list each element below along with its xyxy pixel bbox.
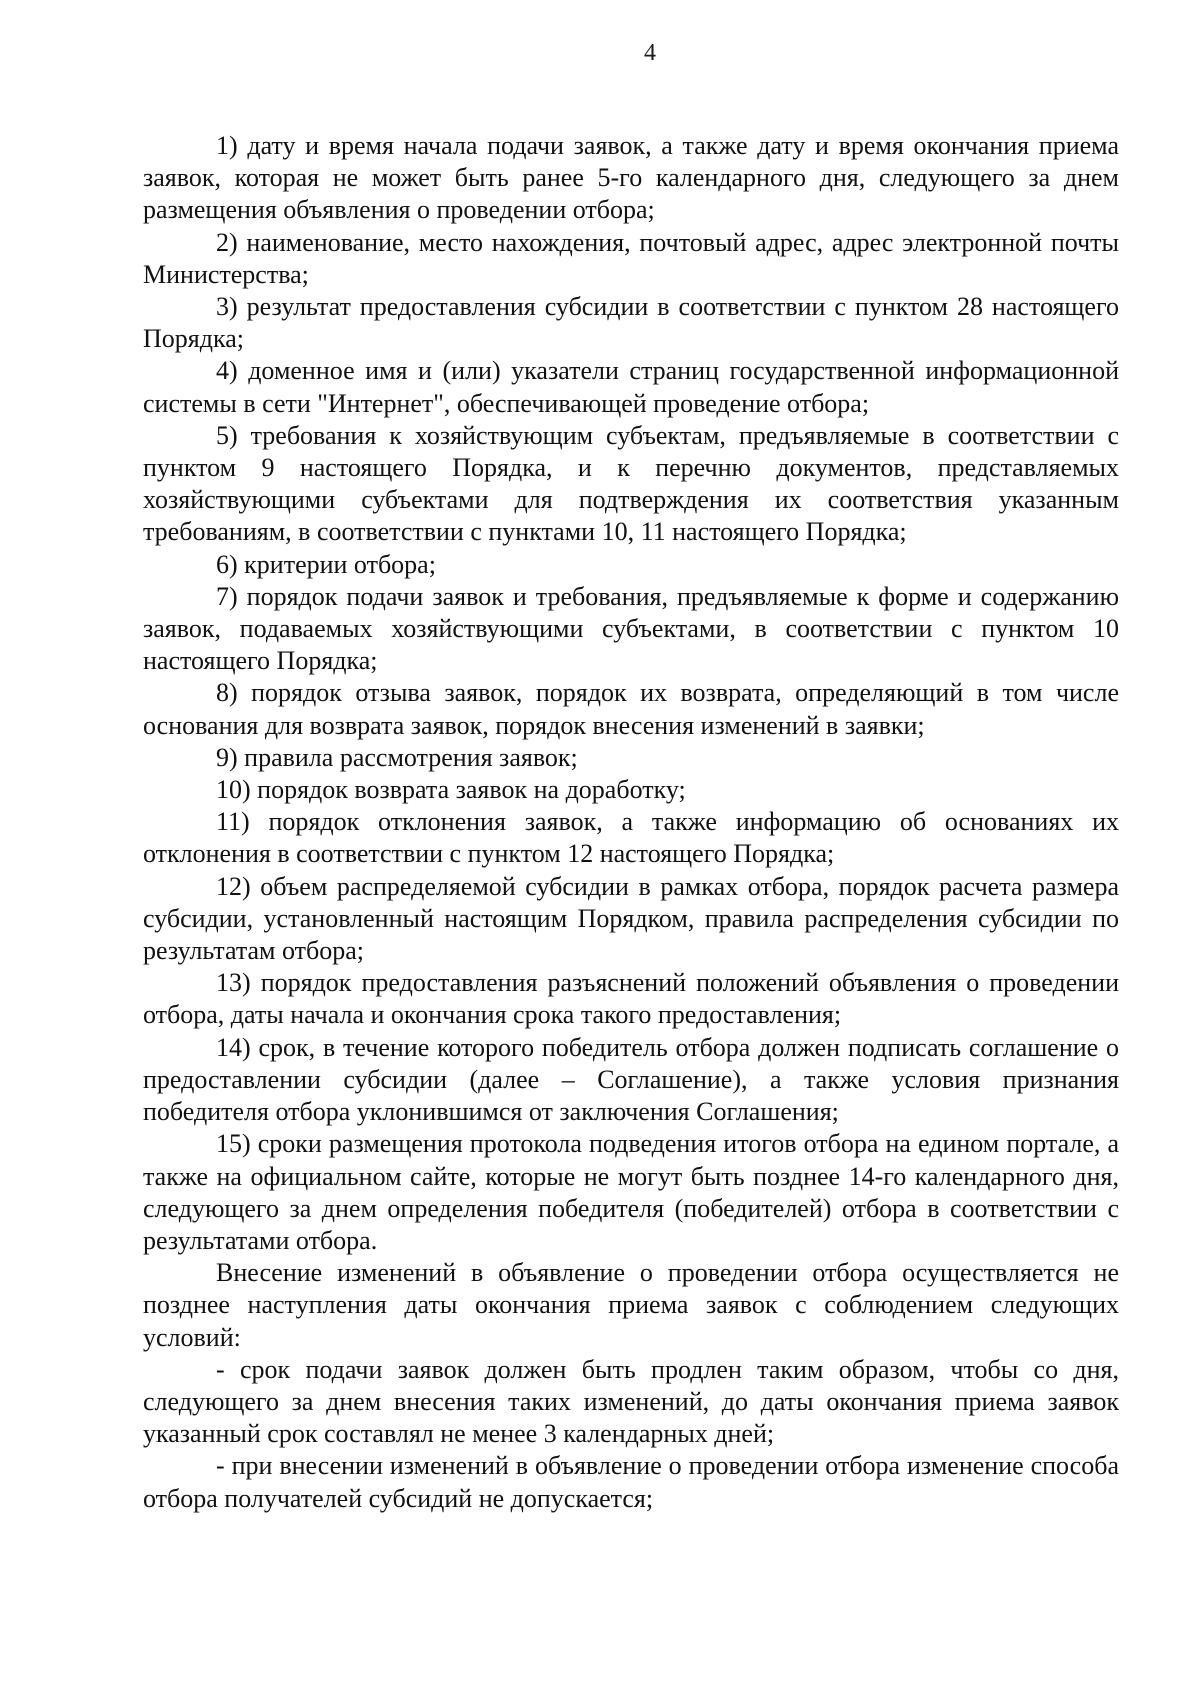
paragraph-item-1: 1) дату и время начала подачи заявок, а также дату и время окончания приема заявок, которая не может быть ранее 5-го календарного дня, следующего за днем размещения объявления о проведении отбора; (143, 131, 1119, 225)
paragraph-item-7: 7) порядок подачи заявок и требования, предъявляемые к форме и содержанию заявок, подаваемых хозяйствующими субъектами, в соответствии с пунктом 10 настоящего Порядка; (143, 581, 1119, 676)
page-number: 4 (644, 40, 656, 66)
paragraph-item-8: 8) порядок отзыва заявок, порядок их возврата, определяющий в том числе основания для возврата заявок, порядок внесения изменений в заявки; (143, 678, 1119, 740)
paragraph-item-6: 6) критерии отбора; (216, 549, 436, 579)
paragraph-condition-deadline: - срок подачи заявок должен быть продлен таким образом, чтобы со дня, следующего за днем внесения таких изменений, до даты окончания приема заявок указанный срок составлял не менее 3 календарных дней; (143, 1354, 1119, 1449)
paragraph-item-13: 13) порядок предоставления разъяснений положений объявления о проведении отбора, даты начала и окончания срока такого предоставления; (143, 968, 1119, 1030)
paragraph-item-2: 2) наименование, место нахождения, почтовый адрес, адрес электронной почты Министерства; (143, 227, 1119, 289)
document-body (143, 130, 1119, 1515)
paragraph-item-12: 12) объем распределяемой субсидии в рамках отбора, порядок расчета размера субсидии, установленный настоящим Порядком, правила распределения субсидии по результатам отбора; (143, 871, 1119, 966)
paragraph-item-5: 5) требования к хозяйствующим субъектам, предъявляемые в соответствии с пунктом 9 настоящего Порядка, и к перечню документов, представляемых хозяйствующими субъектами для подтверждения их соответствия указанным требованиям, в соответствии с пунктами 10, 11 настоящего Порядка; (143, 420, 1119, 547)
paragraph-item-4: 4) доменное имя и (или) указатели страниц государственной информационной системы в сети "Интернет", обеспечивающей проведение отбора; (143, 356, 1119, 418)
paragraph-item-15: 15) сроки размещения протокола подведения итогов отбора на едином портале, а также на официальном сайте, которые не могут быть позднее 14-го календарного дня, следующего за днем определения победителя (победителей) отбора в соответствии с результатами отбора. (143, 1129, 1119, 1255)
paragraph-item-10: 10) порядок возврата заявок на доработку; (216, 775, 686, 805)
paragraph-item-11: 11) порядок отклонения заявок, а также информацию об основаниях их отклонения в соответствии с пунктом 12 настоящего Порядка; (143, 807, 1119, 869)
paragraph-condition-method: - при внесении изменений в объявление о проведении отбора изменение способа отбора получателей субсидий не допускается; (143, 1451, 1119, 1513)
paragraph-amendments-intro: Внесение изменений в объявление о проведении отбора осуществляется не позднее наступления даты окончания приема заявок с соблюдением следующих условий: (143, 1258, 1119, 1352)
paragraph-item-3: 3) результат предоставления субсидии в соответствии с пунктом 28 настоящего Порядка; (143, 292, 1119, 354)
paragraph-item-14: 14) срок, в течение которого победитель отбора должен подписать соглашение о предоставлении субсидии (далее – Соглашение), а также условия признания победителя отбора уклонившимся от заключения Соглашения; (143, 1032, 1119, 1127)
paragraph-item-9: 9) правила рассмотрения заявок; (216, 742, 578, 772)
